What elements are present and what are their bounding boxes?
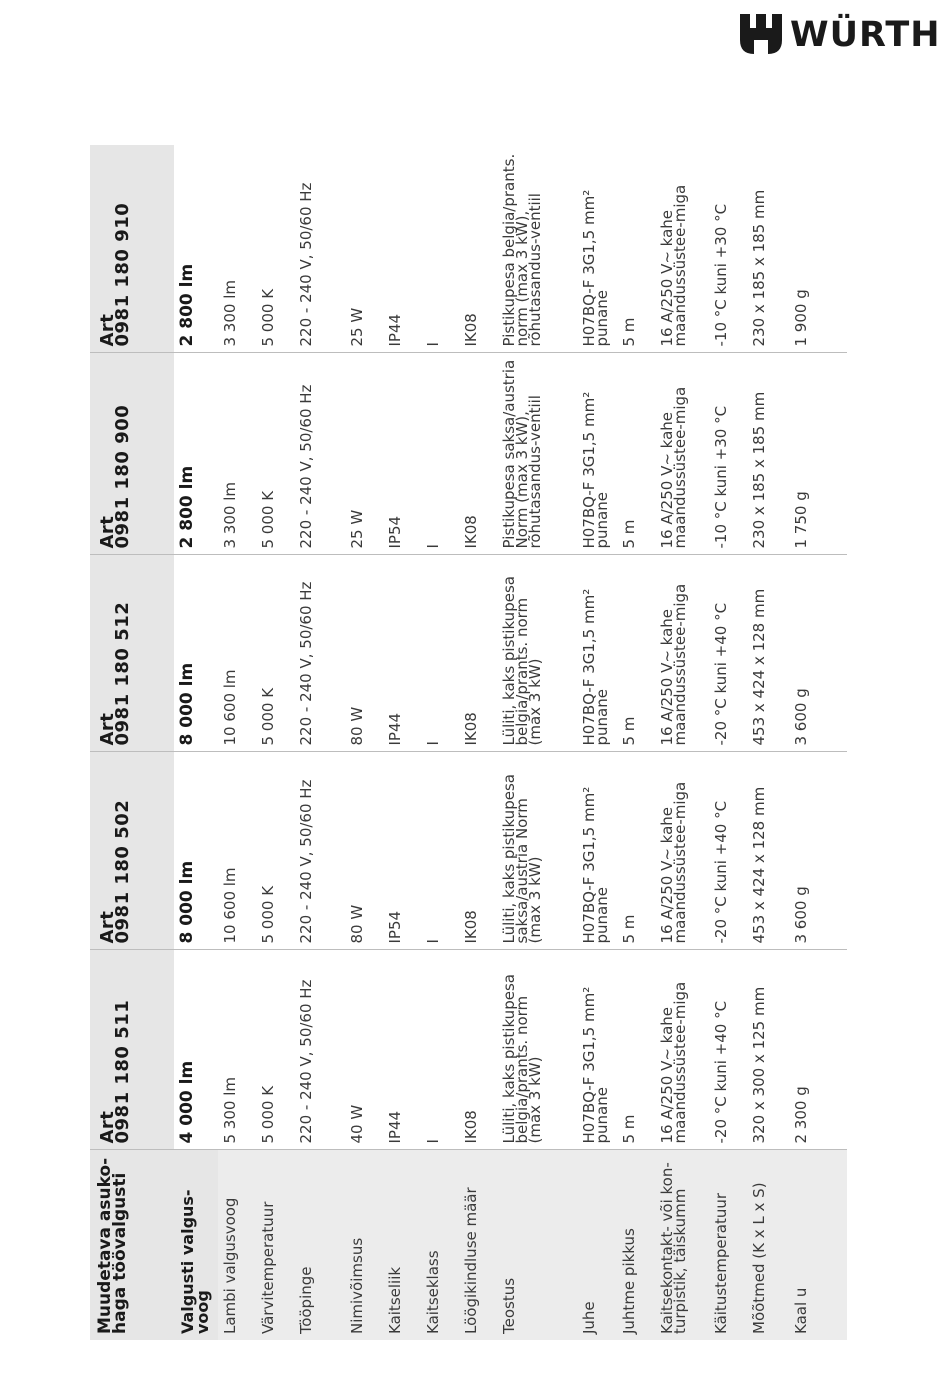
row-label: Mõõtmed (K x L x S) — [747, 1150, 789, 1340]
table-cell: 220 - 240 V, 50/60 Hz — [294, 555, 345, 752]
table-cell: H07BQ-F 3G1,5 mm² punane — [580, 189, 611, 347]
table-cell: I — [424, 342, 442, 347]
row-label: Lambi valgusvoog — [218, 1150, 256, 1340]
table-cell: 220 - 240 V, 50/60 Hz — [297, 182, 315, 347]
table-cell: Lüliti, kaks pistikupesa belgia/prants. norm (max 3 kW) — [497, 950, 577, 1150]
spec-table-body — [90, 145, 847, 1340]
wurth-logo — [740, 12, 941, 58]
table-cell: 230 x 185 x 185 mm — [750, 189, 768, 347]
table-cell: 5 m — [617, 752, 655, 950]
table-cell: 25 W — [345, 353, 383, 555]
row-label: Tööpinge — [294, 1150, 345, 1340]
row-label: Löögikindluse määr — [459, 1150, 497, 1340]
table-cell: 453 x 424 x 128 mm — [747, 752, 789, 950]
row-label: Kaal u — [789, 1150, 847, 1340]
table-cell: IP44 — [383, 950, 421, 1150]
table-cell: Pistikupesa belgia/prants. norm (max 3 kW), rõhutasandus-ventiil — [500, 153, 544, 347]
table-cell: I — [421, 555, 459, 752]
spec-table — [90, 145, 847, 1340]
table-cell: IK08 — [459, 950, 497, 1150]
table-cell: IK08 — [459, 353, 497, 555]
table-cell: 5 m — [617, 555, 655, 752]
table-cell: H07BQ-F 3G1,5 mm² punane — [577, 353, 617, 555]
table-cell: 2 800 lm — [177, 263, 197, 347]
row-label: Valgusti valgus-voog — [174, 1150, 218, 1340]
table-row — [294, 145, 345, 1340]
table-row — [218, 145, 256, 1340]
table-cell: 5 m — [617, 353, 655, 555]
table-cell: 1 750 g — [789, 353, 847, 555]
wurth-logo-icon — [740, 14, 782, 54]
table-row — [459, 145, 497, 1340]
table-cell: H07BQ-F 3G1,5 mm² punane — [577, 950, 617, 1150]
table-cell: 5 000 K — [256, 752, 294, 950]
table-row — [747, 145, 789, 1340]
table-cell: 16 A/250 V~ kahe maandussüstee-miga — [655, 950, 709, 1150]
row-label: Käitustemperatuur — [709, 1150, 747, 1340]
table-cell: 3 600 g — [789, 752, 847, 950]
table-cell: 220 - 240 V, 50/60 Hz — [294, 752, 345, 950]
row-label: Nimivõimsus — [345, 1150, 383, 1340]
table-cell: IK08 — [462, 313, 480, 347]
table-cell: H07BQ-F 3G1,5 mm² punane — [577, 555, 617, 752]
table-cell: 5 000 K — [256, 950, 294, 1150]
table-cell: Pistikupesa saksa/austria Norm (max 3 kW), rõhutasandus-ventiil — [497, 353, 577, 555]
table-cell: -20 °C kuni +40 °C — [709, 555, 747, 752]
table-cell: I — [421, 752, 459, 950]
table-row — [383, 145, 421, 1340]
row-label: Värvitemperatuur — [256, 1150, 294, 1340]
table-cell: 5 300 lm — [218, 950, 256, 1150]
table-header-col: Art 0981 180 910 — [90, 145, 174, 353]
table-cell: 16 A/250 V~ kahe maandussüstee-miga — [655, 555, 709, 752]
table-cell: 3 600 g — [789, 555, 847, 752]
table-cell: I — [421, 950, 459, 1150]
table-header-row — [90, 145, 174, 1340]
table-cell: IK08 — [459, 555, 497, 752]
table-row — [577, 145, 617, 1340]
table-cell: 5 m — [620, 317, 638, 347]
row-label: Juhe — [577, 1150, 617, 1340]
table-cell: 10 600 lm — [218, 555, 256, 752]
table-cell: -10 °C kuni +30 °C — [712, 203, 730, 347]
table-cell: I — [421, 353, 459, 555]
table-header-col: Art 0981 180 511 — [90, 950, 174, 1150]
table-cell: -20 °C kuni +40 °C — [709, 950, 747, 1150]
table-row — [709, 145, 747, 1340]
table-cell: 80 W — [345, 752, 383, 950]
table-cell: H07BQ-F 3G1,5 mm² punane — [577, 752, 617, 950]
table-cell: -10 °C kuni +30 °C — [709, 353, 747, 555]
table-row — [617, 145, 655, 1340]
spec-table-rotated — [90, 145, 885, 1340]
table-cell: Lüliti, kaks pistikupesa belgia/prants. norm (max 3 kW) — [497, 555, 577, 752]
table-header-col: Art 0981 180 900 — [90, 353, 174, 555]
table-cell: 8 000 lm — [174, 555, 218, 752]
table-row — [345, 145, 383, 1340]
table-cell: IK08 — [459, 752, 497, 950]
table-cell: 220 - 240 V, 50/60 Hz — [294, 353, 345, 555]
table-cell: 16 A/250 V~ kahe maandussüstee-miga — [655, 752, 709, 950]
table-cell: 80 W — [345, 555, 383, 752]
wurth-logo-text: WÜRTH — [790, 15, 941, 55]
table-cell: 2 800 lm — [174, 353, 218, 555]
table-row — [497, 145, 577, 1340]
table-cell: 5 000 K — [259, 288, 277, 347]
table-row — [421, 145, 459, 1340]
table-row — [655, 145, 709, 1340]
row-label: Teostus — [497, 1150, 577, 1340]
table-row — [256, 145, 294, 1340]
table-cell: 5 m — [617, 950, 655, 1150]
table-header-label: Muudetava asuko-haga töövalgusti — [90, 1150, 174, 1340]
table-cell: IP44 — [386, 313, 404, 347]
table-cell: 320 x 300 x 125 mm — [747, 950, 789, 1150]
table-header-col: Art 0981 180 512 — [90, 555, 174, 752]
row-label: Kaitseliik — [383, 1150, 421, 1340]
table-row — [174, 145, 218, 1340]
row-label: Kaitsekontakt- või kon-turpistik, täiskumm — [655, 1150, 709, 1340]
table-cell: IP54 — [383, 353, 421, 555]
table-cell: 16 A/250 V~ kahe maandussüstee-miga — [658, 184, 689, 347]
table-header-col: Art 0981 180 502 — [90, 752, 174, 950]
table-cell: 5 000 K — [256, 353, 294, 555]
table-cell: 2 300 g — [789, 950, 847, 1150]
row-label: Kaitseklass — [421, 1150, 459, 1340]
table-cell: 230 x 185 x 185 mm — [747, 353, 789, 555]
table-cell: -20 °C kuni +40 °C — [709, 752, 747, 950]
table-cell: 220 - 240 V, 50/60 Hz — [294, 950, 345, 1150]
table-cell: 25 W — [348, 307, 366, 347]
table-cell: 5 000 K — [256, 555, 294, 752]
table-cell: 8 000 lm — [174, 752, 218, 950]
table-cell: 10 600 lm — [218, 752, 256, 950]
table-cell: 453 x 424 x 128 mm — [747, 555, 789, 752]
table-cell: 4 000 lm — [174, 950, 218, 1150]
table-cell: Lüliti, kaks pistikupesa saksa/austria Norm (max 3 kW) — [497, 752, 577, 950]
table-cell: 3 300 lm — [218, 353, 256, 555]
table-cell: 3 300 lm — [221, 280, 239, 347]
table-cell: IP44 — [383, 555, 421, 752]
row-label: Juhtme pikkus — [617, 1150, 655, 1340]
table-row — [789, 145, 847, 1340]
table-cell: 1 900 g — [792, 289, 810, 347]
table-cell: IP54 — [383, 752, 421, 950]
table-cell: 16 A/250 V~ kahe maandussüstee-miga — [655, 353, 709, 555]
table-cell: 40 W — [345, 950, 383, 1150]
